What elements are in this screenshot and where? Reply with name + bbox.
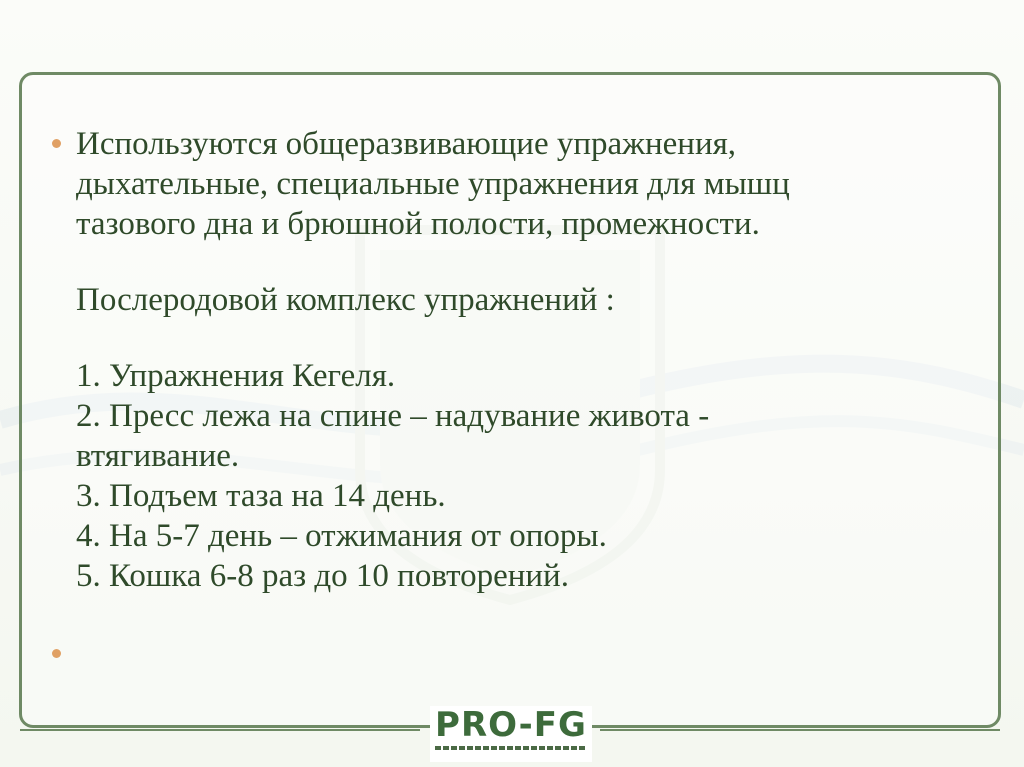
footer-logo	[430, 706, 592, 762]
exercise-line: 1. Упражнения Кегеля.	[76, 358, 396, 394]
empty-bullet-item	[46, 644, 76, 664]
logo-text: PRO-FG	[435, 705, 587, 745]
exercise-line: 2. Пресс лежа на спине – надувание живота -	[76, 398, 710, 434]
paragraph-line: Используются общеразвивающие упражнения,	[76, 126, 737, 162]
slide-content	[46, 124, 966, 596]
spacer	[76, 244, 966, 280]
bullet-dot-icon	[52, 649, 61, 658]
bullet-dot-icon	[52, 139, 61, 148]
logo-tagline-decoration	[435, 746, 587, 750]
paragraph-line: тазового дна и брюшной полости, промежности.	[76, 206, 760, 242]
exercise-line: втягивание.	[76, 438, 240, 474]
complex-title: Послеродовой комплекс упражнений :	[76, 282, 615, 318]
footer-divider-right	[600, 729, 1000, 731]
exercise-line: 4. На 5-7 день – отжимания от опоры.	[76, 518, 607, 554]
exercise-line: 3. Подъем таза на 14 день.	[76, 478, 446, 514]
exercise-line: 5. Кошка 6-8 раз до 10 повторений.	[76, 558, 569, 594]
spacer	[76, 320, 966, 356]
footer-divider-left	[20, 729, 420, 731]
paragraph-line: дыхательные, специальные упражнения для мышц	[76, 166, 790, 202]
bullet-item	[46, 124, 966, 596]
